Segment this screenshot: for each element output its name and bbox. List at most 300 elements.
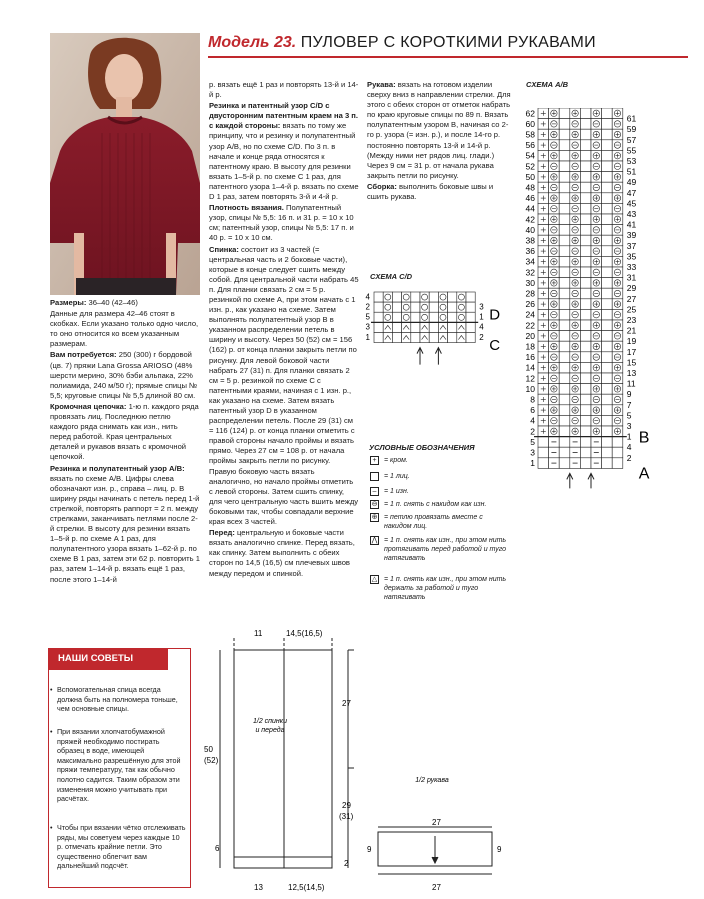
schema-cd-cell	[429, 332, 438, 342]
legend-text: = 1 п. снять как изн., при этом нить протягивать перед работой и туго натягивать	[384, 537, 507, 562]
schema-ab-cell	[580, 405, 591, 416]
schema-ab-cell	[580, 256, 591, 267]
schema-ab-cell	[580, 182, 591, 193]
schema-ab-row-label: 29	[626, 283, 637, 294]
schema-ab-cell	[580, 415, 591, 426]
schema-cd-label-d: D	[489, 306, 500, 324]
schema-ab-cell	[580, 331, 591, 342]
schema-ab-cell	[602, 225, 613, 236]
legend-symbol-icon: +	[370, 456, 379, 465]
schema-cd-row-label: 1	[479, 312, 484, 322]
schema-cd-cell	[457, 322, 466, 332]
dim-side-alt: (31)	[339, 812, 354, 821]
schema-ab-cell	[580, 140, 591, 151]
model-number: Модель 23.	[208, 34, 297, 51]
schema-ab-cell	[602, 108, 613, 119]
legend-text: = 1 п. снять с накидом как изн.	[384, 501, 487, 508]
schema-ab-cell	[602, 331, 613, 342]
schema-ab-cell	[602, 437, 613, 448]
schema-ab-row-label: 31	[626, 272, 637, 283]
schema-ab-cell	[580, 299, 591, 310]
schema-ab-row-label: 20	[525, 330, 535, 341]
schema-ab-cell	[602, 288, 613, 299]
schema-cd-cell	[466, 292, 475, 302]
schema-cd-row-label: 3	[365, 322, 370, 332]
dim-top-center: 11	[254, 629, 263, 638]
schema-ab-row-label: 6	[530, 405, 535, 416]
schema-ab-row-label: 37	[626, 240, 637, 251]
schema-ab-row-label: 59	[626, 124, 637, 135]
schema-ab-row-label: 53	[626, 156, 637, 166]
assembly-paragraph: Сборка: выполнить боковые швы и сшить рукава.	[367, 181, 494, 202]
schema-ab-cell	[580, 447, 591, 458]
schema-ab-row-label: 30	[525, 277, 535, 288]
schema-ab-cell	[612, 437, 623, 448]
schema-ab-row-label: 50	[525, 171, 535, 182]
schema-ab-row-label: 15	[626, 357, 637, 368]
sleeve-top: 27	[432, 818, 441, 827]
schema-ab-cell	[602, 309, 613, 320]
schema-ab-row-label: 2	[626, 452, 632, 463]
continued-text: р. вязать ещё 1 раз и повторять 13-й и 14-й р.	[209, 80, 359, 100]
schema-cd-cell	[402, 322, 411, 332]
schema-ab-cell	[559, 193, 570, 204]
schema-cd-row-label: 3	[479, 302, 484, 312]
schema-ab-row-label: 58	[525, 129, 535, 140]
schema-ab-cell	[602, 235, 613, 246]
schema-ab-cell	[580, 193, 591, 204]
pattern-sleeve	[360, 770, 520, 899]
schema-cd-cell	[411, 332, 420, 342]
schema-ab-cell	[559, 320, 570, 331]
schema-cd-cell	[438, 332, 447, 342]
schema-cd-cell	[374, 302, 383, 312]
schema-ab-row-label: 27	[626, 293, 637, 304]
schema-cd-cell	[457, 332, 466, 342]
schema-ab-row-label: 38	[525, 235, 535, 246]
schema-ab-row-label: 5	[530, 436, 535, 447]
schema-ab-title: СХЕМА A/B	[526, 80, 568, 89]
sleeve-bottom: 27	[432, 883, 441, 892]
schema-ab-row-label: 18	[525, 341, 535, 352]
dim-armhole: 27	[342, 699, 351, 708]
tips-title: НАШИ СОВЕТЫ	[48, 648, 168, 670]
schema-ab-row-label: 5	[626, 410, 632, 421]
schema-ab-cell	[602, 267, 613, 278]
legend-symbol-icon: –	[370, 487, 379, 496]
column-2	[209, 80, 359, 580]
schema-ab-cell	[559, 172, 570, 183]
schema-cd-row-label: 2	[365, 302, 370, 312]
legend-symbol-icon: ⊕	[371, 514, 378, 521]
schema-ab-cell	[559, 214, 570, 225]
schema-cd-cell	[392, 332, 401, 342]
schema-cd-cell	[411, 302, 420, 312]
schema-cd-cell	[420, 332, 429, 342]
schema-ab-cell	[580, 246, 591, 257]
schema-cd-cell	[466, 312, 475, 322]
schema-ab-cell	[559, 288, 570, 299]
schema-ab-row-label: 43	[626, 209, 637, 219]
schema-ab-cell	[559, 426, 570, 437]
schema-ab-cell	[602, 394, 613, 405]
schema-cd-cell	[392, 312, 401, 322]
schema-ab-row-label: 12	[525, 373, 535, 384]
schema-cd-cell	[448, 332, 457, 342]
schema-ab-cell	[580, 203, 591, 214]
schema-ab-row-label: 61	[626, 113, 637, 124]
schema-ab-cell	[559, 150, 570, 161]
schema-ab-row-label: 34	[525, 256, 535, 267]
schema-ab-row-label: 16	[525, 352, 535, 363]
schema-cd-row-label: 4	[365, 292, 370, 302]
column-3	[367, 80, 513, 203]
schema-ab-row-label: 7	[626, 399, 632, 410]
legend-text: = кром.	[384, 457, 408, 464]
schema-ab-row-label: 8	[530, 394, 535, 405]
tip-item: • При вязании хлопчатобумажной пряжей необходимо постирать образец в воде, имеющей максимально разрешённую для этой пряжи температуру, так как обычно полотно садится. Таким образом эти изменения можно учитывать при расчётах.	[57, 727, 187, 804]
schema-ab-cell	[559, 203, 570, 214]
legend-text: = 1 лиц.	[384, 473, 410, 480]
schema-ab-cell	[580, 320, 591, 331]
schema-ab-row-label: 52	[525, 161, 535, 172]
dim-height: 50	[204, 745, 213, 754]
schema-ab-cell	[559, 341, 570, 352]
rib-cd-paragraph: Резинка и патентный узор C/D с двусторонним патентным краем на 3 п. с каждой стороны: вязать по тому же принципу, что и резинку и полупатентный узор A/B, но по схеме C/D. По 3 п. в начале и конце ряда относятся к патентному краю. В высоту для резинки вязать 1–5-й р. по схеме C 1 раз, для патентного узора 1–4-й р. вязать по схеме D 1 раз, затем повторять 3-й и 4-й р.	[209, 101, 359, 202]
schema-ab-cell	[602, 320, 613, 331]
legend-symbol-icon: ⊖	[371, 501, 378, 508]
schema-cd-cell	[466, 332, 475, 342]
sleeves-paragraph: Рукава: вязать на готовом изделии сверху вниз в направлении стрелки. Для этого с обеих сторон от отметок набрать по краю круговые спицы по 89 п. Вязать полупатентным узором B, начиная со 2-го р. узора (= изн. р.), и после 14-го р. постоянно повторять 13-й и 14-й р. (Между ними нет рядов лиц. глади.) Через 9 см = 31 р. от начала рукава закрыть петли по рисунку.	[367, 80, 511, 180]
schema-ab-cell	[580, 394, 591, 405]
schema-ab-cell	[559, 309, 570, 320]
pattern-label-line2: и переда	[255, 727, 285, 734]
schema-ab-cell	[559, 458, 570, 469]
schema-cd-cell	[411, 292, 420, 302]
dim-top-shoulder: 14,5(16,5)	[286, 629, 323, 638]
schema-ab-row-label: 23	[626, 315, 637, 325]
schema-ab-row-label: 45	[626, 198, 637, 209]
schema-ab-cell	[602, 129, 613, 140]
schema-ab-cell	[602, 447, 613, 458]
schema-ab-chart	[520, 108, 660, 899]
schema-ab-row-label: 55	[626, 145, 637, 156]
schema-ab-label-b: B	[638, 429, 650, 447]
schema-ab-row-label: 4	[626, 442, 632, 453]
schema-ab-row-label: 60	[525, 118, 535, 129]
schema-ab-cell	[559, 362, 570, 373]
schema-ab-cell	[580, 362, 591, 373]
pattern-label-line1: 1/2 спинки	[253, 718, 287, 725]
legend-title: УСЛОВНЫЕ ОБОЗНАЧЕНИЯ	[369, 443, 475, 452]
schema-ab-row-label: 57	[626, 134, 637, 145]
schema-ab-cell	[602, 140, 613, 151]
schema-ab-cell	[602, 341, 613, 352]
schema-ab-row-label: 13	[626, 368, 637, 378]
schema-cd-cell	[438, 322, 447, 332]
schema-ab-cell	[559, 256, 570, 267]
schema-ab-cell	[559, 405, 570, 416]
schema-ab-row-label: 28	[525, 288, 535, 299]
schema-cd-cell	[466, 302, 475, 312]
schema-ab-cell	[559, 331, 570, 342]
schema-ab-row-label: 36	[525, 246, 535, 257]
schema-ab-row-label: 21	[626, 325, 637, 336]
schema-ab-row-label: 14	[525, 362, 535, 373]
schema-ab-cell	[580, 108, 591, 119]
schema-ab-row-label: 44	[525, 203, 535, 214]
schema-ab-cell	[612, 447, 623, 458]
schema-ab-cell	[602, 256, 613, 267]
schema-ab-row-label: 40	[525, 224, 535, 235]
schema-ab-cell	[580, 309, 591, 320]
schema-cd-cell	[392, 302, 401, 312]
schema-ab-row-label: 25	[626, 304, 637, 315]
schema-ab-cell	[580, 288, 591, 299]
schema-cd-cell	[420, 322, 429, 332]
schema-ab-cell	[580, 119, 591, 130]
schema-ab-row-label: 46	[525, 193, 535, 204]
schema-cd-cell	[448, 302, 457, 312]
front-paragraph: Перед: центральную и боковые части вязать аналогично спинке. Перед вязать, как спинку. Затем выполнить с обеих сторон по 14,5 (16,5) см плечевых швов между передом и спинкой.	[209, 528, 355, 578]
pattern-back-front	[200, 628, 370, 899]
legend-item	[370, 513, 510, 531]
dim-rib-left: 6	[215, 844, 220, 853]
schema-ab-row-label: 3	[530, 447, 535, 458]
schema-ab-cell	[602, 415, 613, 426]
schema-ab-cell	[559, 394, 570, 405]
schema-ab-row-label: 35	[626, 251, 637, 262]
legend-symbol-icon	[370, 472, 379, 481]
schema-ab-row-label: 9	[626, 389, 632, 400]
schema-cd-cell	[448, 322, 457, 332]
schema-ab-cell	[559, 129, 570, 140]
schema-ab-row-label: 33	[626, 262, 637, 272]
schema-cd-cell	[429, 322, 438, 332]
schema-ab-cell	[602, 299, 613, 310]
schema-ab-cell	[602, 161, 613, 172]
schema-ab-cell	[580, 225, 591, 236]
schema-ab-row-label: 2	[530, 426, 535, 437]
schema-ab-row-label: 24	[525, 309, 535, 320]
schema-ab-cell	[602, 426, 613, 437]
legend-item	[370, 536, 510, 563]
schema-ab-row-label: 42	[525, 214, 535, 225]
repeat-arrow-icon	[567, 473, 573, 488]
sleeve-right: 9	[497, 845, 502, 854]
legend-item	[370, 500, 510, 509]
sizes-paragraph: Размеры: 36–40 (42–46)	[50, 298, 138, 307]
schema-cd-title: СХЕМА C/D	[370, 272, 412, 281]
schema-ab-cell	[580, 172, 591, 183]
legend-text: = 1 изн.	[384, 488, 409, 495]
dim-height-alt: (52)	[204, 756, 219, 765]
schema-ab-row-label: 51	[626, 166, 637, 177]
schema-ab-cell	[559, 246, 570, 257]
schema-ab-cell	[580, 384, 591, 395]
legend-text: = 1 п. снять как изн., при этом нить держать за работой и туго натягивать	[384, 576, 507, 601]
schema-ab-row-label: 4	[530, 415, 535, 426]
tips-box	[48, 648, 191, 888]
schema-cd-cell	[392, 322, 401, 332]
schema-cd-cell	[374, 292, 383, 302]
schema-ab-cell	[559, 299, 570, 310]
schema-cd-row-label: 2	[479, 332, 484, 342]
materials-paragraph: Вам потребуется: 250 (300) г бордовой (цв. 7) пряжи Lana Grossa ARIOSO (48% шерсти мерино, 30% бэби альпака, 22% полиамида, 240 м/50 г); прямые спицы № 5,5; круговые спицы № 5,5 длиной 80 см.	[50, 350, 198, 400]
schema-cd-cell	[448, 292, 457, 302]
legend-item	[370, 575, 510, 602]
model-photo	[50, 33, 200, 295]
schema-cd-cell	[466, 322, 475, 332]
sleeve-label: 1/2 рукава	[415, 777, 449, 784]
schema-ab-cell	[580, 341, 591, 352]
tip-item: • Чтобы при вязании чётко отслеживать ряды, мы советуем через каждые 10 р. отмечать крайние петли. Это существенно облегчит вам дальнейший подсчёт.	[57, 823, 187, 871]
schema-ab-cell	[559, 373, 570, 384]
schema-ab-cell	[559, 225, 570, 236]
schema-ab-cell	[538, 458, 549, 469]
schema-ab-cell	[612, 458, 623, 469]
schema-ab-cell	[559, 267, 570, 278]
schema-ab-cell	[602, 278, 613, 289]
schema-ab-row-label: 1	[626, 431, 632, 442]
schema-ab-row-label: 26	[525, 299, 535, 310]
dim-bottom-center: 13	[254, 883, 263, 892]
model-photo-illustration	[50, 33, 200, 295]
schema-ab-cell	[559, 415, 570, 426]
schema-cd-label-c: C	[489, 336, 500, 354]
schema-cd-cell	[402, 332, 411, 342]
schema-cd-cell	[429, 312, 438, 322]
schema-cd-cell	[448, 312, 457, 322]
schema-ab-cell	[602, 172, 613, 183]
schema-ab-row-label: 62	[525, 108, 535, 119]
schema-ab-cell	[580, 373, 591, 384]
schema-ab-row-label: 11	[626, 378, 636, 389]
schema-cd-cell	[429, 292, 438, 302]
back-paragraph: Спинка: состоит из 3 частей (= центральная часть и 2 боковые части), которые в конце следует сшить между собой. Для центральной части набрать 45 п. Для планки связать 2 см = 5 р. резинкой по схеме A, при этом начать с 1 изн. р., как указано на схеме. Затем выполнять полупатентный узор B в указанном распределении петель в ширину и высоту. Через 50 (52) см = 156 (162) р. от конца планки закрыть петли по рисунку. Для левой боковой части набрать 27 (31) п. Для планки связать 2 см = 5 р. резинкой по схеме C с патентными краями, начиная с 1 изн. р., как указано на схеме. Затем вязать патентный узор D в указанном распределении петель. После 29 (31) см = 116 (124) р. от конца планки отметить с правой стороны начало проймы и вязать прямо. Через 27 см = 108 р. от начала проймы закрыть петли по рисунку. Правую боковую часть вязать аналогично, но начало проймы отметить с левой стороны. Затем сшить спинку, для чего центральную часть вшить между боковыми так, чтобы совпадали верхние края всех 3 частей.	[209, 244, 359, 527]
schema-ab-row-label: 17	[626, 346, 637, 357]
schema-ab-row-label: 39	[626, 230, 637, 241]
schema-ab-row-label: 41	[626, 219, 637, 230]
schema-cd-chart	[360, 288, 500, 410]
schema-ab-cell	[602, 405, 613, 416]
model-title: ПУЛОВЕР С КОРОТКИМИ РУКАВАМИ	[300, 34, 596, 51]
schema-cd-cell	[383, 322, 392, 332]
page-title	[208, 34, 688, 58]
schema-ab-cell	[559, 447, 570, 458]
schema-cd-cell	[383, 332, 392, 342]
schema-cd-cell	[411, 322, 420, 332]
schema-ab-row-label: 22	[525, 320, 535, 331]
schema-ab-cell	[538, 437, 549, 448]
schema-cd-cell	[374, 322, 383, 332]
schema-ab-cell	[602, 384, 613, 395]
schema-ab-cell	[559, 108, 570, 119]
schema-cd-cell	[429, 302, 438, 312]
schema-ab-cell	[559, 235, 570, 246]
schema-ab-cell	[580, 267, 591, 278]
schema-cd-cell	[392, 292, 401, 302]
repeat-arrow-icon	[417, 348, 423, 365]
schema-ab-cell	[602, 214, 613, 225]
schema-cd-cell	[374, 332, 383, 342]
schema-ab-cell	[580, 458, 591, 469]
schema-cd-row-label: 4	[479, 322, 484, 332]
schema-ab-row-label: 1	[530, 458, 535, 469]
schema-ab-cell	[580, 437, 591, 448]
schema-cd-row-label: 1	[365, 332, 370, 342]
schema-ab-row-label: 19	[626, 336, 637, 347]
dim-rib-right: 2	[344, 859, 349, 868]
edge-paragraph: Кромочная цепочка: 1-ю п. каждого ряда провязать лиц. Последнюю петлю каждого ряда снимать как изн., нить перед работой. Края центральных деталей и рукавов вязать с кромочной цепочкой.	[50, 401, 199, 462]
schema-ab-cell	[602, 373, 613, 384]
repeat-arrow-icon	[588, 473, 594, 488]
schema-ab-cell	[559, 437, 570, 448]
schema-ab-cell	[580, 278, 591, 289]
legend-text: = петлю провязать вместе с накидом лиц.	[384, 514, 483, 530]
schema-ab-cell	[602, 193, 613, 204]
repeat-arrow-icon	[435, 348, 441, 365]
schema-ab-cell	[580, 129, 591, 140]
schema-ab-cell	[602, 246, 613, 257]
sleeve-left: 9	[367, 845, 372, 854]
schema-ab-cell	[580, 214, 591, 225]
schema-ab-cell	[602, 119, 613, 130]
schema-ab-cell	[559, 278, 570, 289]
schema-cd-row-label: 5	[365, 312, 370, 322]
schema-ab-row-label: 3	[626, 421, 632, 431]
dim-side: 29	[342, 801, 351, 810]
schema-ab-row-label: 32	[525, 267, 535, 278]
rib-ab-paragraph: Резинка и полупатентный узор A/B: вязать по схеме A/B. Цифры слева обозначают изн. р., справа – лиц. р. В ширину ряды начинать с петель перед 1-й стрелкой, повторять раппорт = 2 п. между стрелками, заканчивать петлями после 2-й стрелки. В высоту для резинки вязать 1–5-й р. по схеме A 1 раз, для полупатентного узора вязать 1–62-й р. по схеме B 1 раз, затем эти 62 р. повторить 1 раз, затем 1–14-й р. вязать ещё 1 раз, после этого 1–14-й	[50, 463, 200, 584]
sizes-note: Данные для размера 42–46 стоят в скобках. Если указано только одно число, то оно относится ко всем указанным размерам.	[50, 309, 199, 349]
schema-ab-row-label: 54	[525, 150, 535, 161]
schema-ab-cell	[559, 182, 570, 193]
schema-ab-cell	[580, 161, 591, 172]
schema-ab-cell	[602, 203, 613, 214]
schema-ab-cell	[580, 426, 591, 437]
tip-item: • Вспомогательная спица всегда должна быть на полномера тоньше, чем основные спицы.	[57, 685, 187, 714]
schema-ab-cell	[580, 352, 591, 363]
column-1	[50, 298, 200, 586]
schema-cd-cell	[411, 312, 420, 322]
schema-ab-cell	[602, 352, 613, 363]
schema-ab-cell	[559, 140, 570, 151]
schema-ab-row-label: 56	[525, 140, 535, 151]
schema-ab-cell	[559, 384, 570, 395]
schema-ab-label-a: A	[638, 465, 650, 483]
schema-ab-cell	[602, 182, 613, 193]
schema-ab-row-label: 47	[626, 187, 637, 198]
schema-ab-cell	[538, 447, 549, 458]
schema-ab-row-label: 48	[525, 182, 535, 193]
schema-ab-row-label: 10	[525, 383, 535, 394]
legend-symbol-icon: ⋀	[371, 537, 378, 544]
schema-ab-cell	[559, 161, 570, 172]
schema-ab-cell	[580, 150, 591, 161]
schema-ab-cell	[559, 352, 570, 363]
schema-ab-cell	[602, 458, 613, 469]
legend-item	[370, 456, 510, 465]
schema-ab-row-label: 49	[626, 177, 637, 188]
legend-item	[370, 487, 510, 496]
schema-cd-cell	[374, 312, 383, 322]
legend-symbol-icon: △	[371, 576, 378, 583]
schema-ab-cell	[602, 362, 613, 373]
dim-bottom-side: 12,5(14,5)	[288, 883, 325, 892]
legend-item	[370, 472, 510, 481]
schema-ab-cell	[580, 235, 591, 246]
